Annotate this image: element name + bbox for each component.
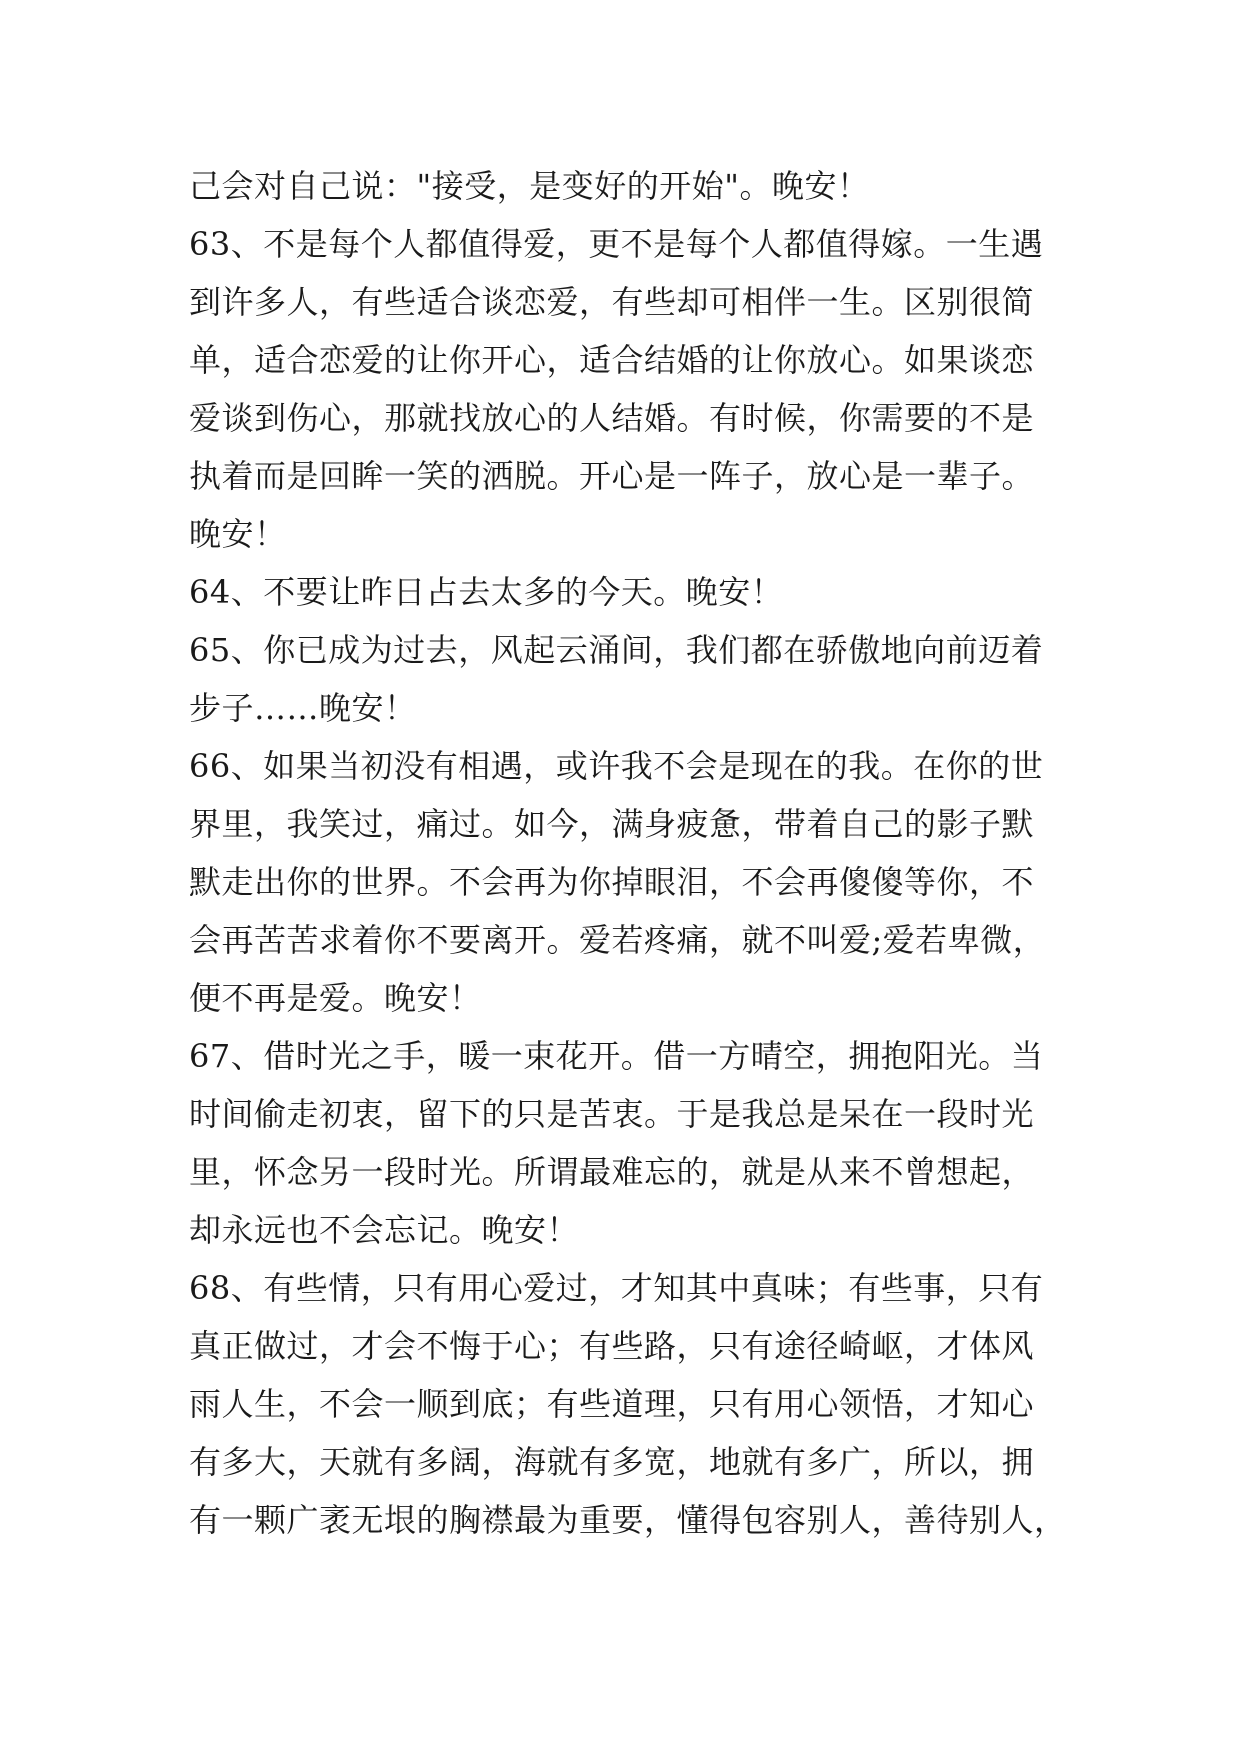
text-line: 有多大，天就有多阔，海就有多宽，地就有多广，所以，拥 — [189, 1443, 1035, 1481]
text-line: 65、你已成为过去，风起云涌间，我们都在骄傲地向前迈着 — [189, 631, 1044, 669]
text-line: 执着而是回眸一笑的洒脱。开心是一阵子，放心是一辈子。 — [189, 457, 1035, 495]
text-line: 便不再是爱。晚安！ — [189, 979, 482, 1017]
text-line: 时间偷走初衷，留下的只是苦衷。于是我总是呆在一段时光 — [189, 1095, 1035, 1133]
text-line: 真正做过，才会不悔于心；有些路，只有途径崎岖，才体风 — [189, 1327, 1035, 1365]
text-line: 里，怀念另一段时光。所谓最难忘的，就是从来不曾想起， — [189, 1153, 1035, 1191]
text-line: 己会对自己说："接受，是变好的开始"。晚安！ — [189, 167, 870, 205]
text-line: 单，适合恋爱的让你开心，适合结婚的让你放心。如果谈恋 — [189, 341, 1035, 379]
text-line: 爱谈到伤心，那就找放心的人结婚。有时候，你需要的不是 — [189, 399, 1035, 437]
text-line: 有一颗广袤无垠的胸襟最为重要，懂得包容别人，善待别人， — [189, 1501, 1067, 1539]
text-line: 67、借时光之手，暖一束花开。借一方晴空，拥抱阳光。当 — [189, 1037, 1044, 1075]
text-line: 默走出你的世界。不会再为你掉眼泪，不会再傻傻等你，不 — [189, 863, 1035, 901]
text-line: 却永远也不会忘记。晚安！ — [189, 1211, 580, 1249]
text-line: 会再苦苦求着你不要离开。爱若疼痛，就不叫爱;爱若卑微， — [189, 921, 1046, 959]
text-line: 63、不是每个人都值得爱，更不是每个人都值得嫁。一生遇 — [189, 225, 1044, 263]
text-line: 雨人生，不会一顺到底；有些道理，只有用心领悟，才知心 — [189, 1385, 1035, 1423]
text-line: 界里，我笑过，痛过。如今，满身疲惫，带着自己的影子默 — [189, 805, 1035, 843]
text-line: 66、如果当初没有相遇，或许我不会是现在的我。在你的世 — [189, 747, 1044, 785]
text-line: 到许多人，有些适合谈恋爱，有些却可相伴一生。区别很简 — [189, 283, 1035, 321]
document-body — [189, 157, 1089, 1549]
text-line: 68、有些情，只有用心爱过，才知其中真味；有些事，只有 — [189, 1269, 1044, 1307]
text-line: 64、不要让昨日占去太多的今天。晚安！ — [189, 573, 784, 611]
text-line: 步子……晚安！ — [189, 689, 417, 727]
text-line: 晚安！ — [189, 515, 287, 553]
